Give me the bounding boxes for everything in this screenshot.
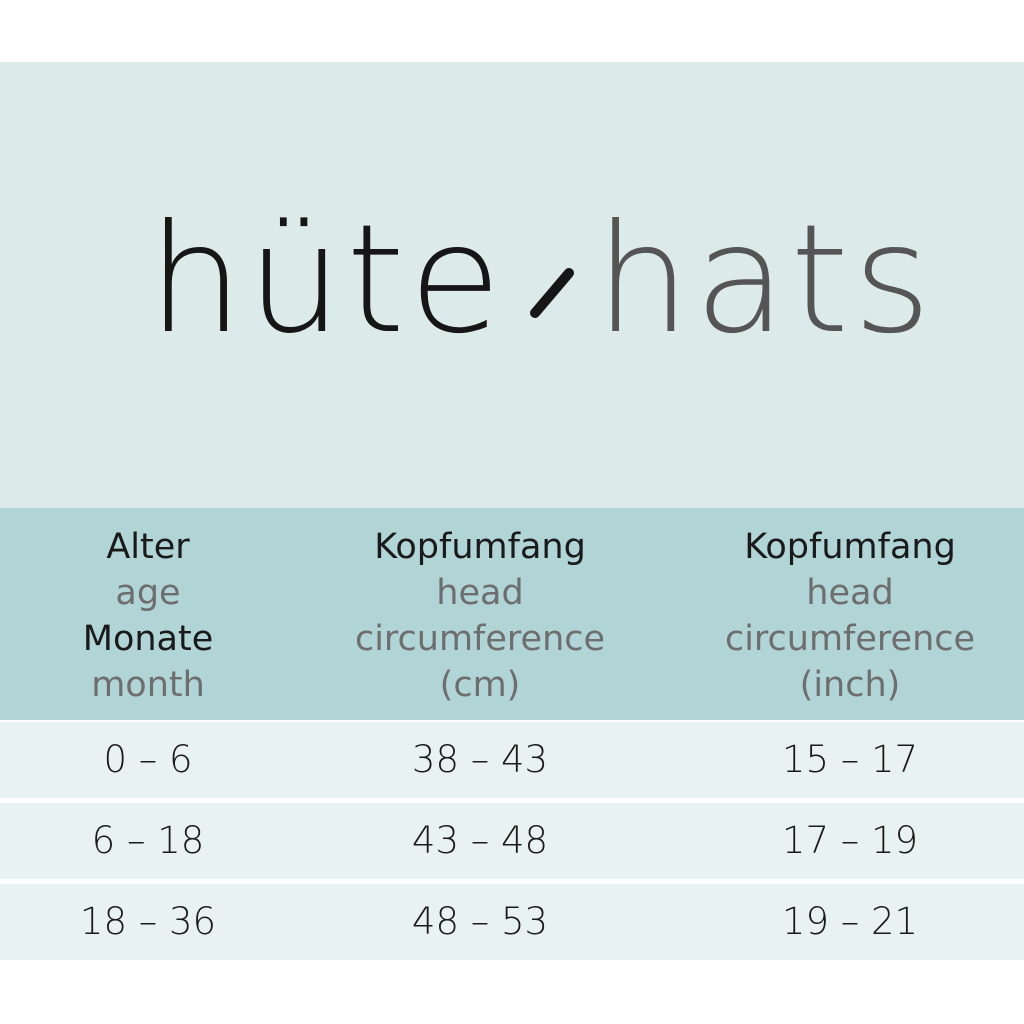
cell-age: 0 – 6 [103, 738, 193, 781]
cell-cm: 48 – 53 [411, 900, 549, 943]
header-head-inch [690, 524, 1010, 708]
header-inch-unit: (inch) [799, 665, 901, 705]
header-cm-de: Kopfumfang [374, 527, 586, 567]
cell-inch: 17 – 19 [781, 819, 919, 862]
header-age [48, 524, 248, 708]
page-title [148, 190, 935, 370]
table-row [0, 884, 1024, 960]
header-month-en: month [91, 665, 205, 705]
cell-cm: 38 – 43 [411, 738, 549, 781]
title-english: hats [595, 193, 936, 367]
header-head-cm [320, 524, 640, 708]
cell-age: 6 – 18 [91, 819, 205, 862]
header-age-de: Alter [106, 527, 190, 567]
header-month-de: Monate [82, 619, 214, 659]
cell-inch: 15 – 17 [781, 738, 919, 781]
title-german: hüte [148, 193, 506, 367]
table-header [0, 508, 1024, 720]
header-age-en: age [115, 573, 181, 613]
header-cm-en1: head [436, 573, 524, 613]
cell-age: 18 – 36 [79, 900, 217, 943]
header-cm-en2: circumference [354, 619, 606, 659]
title-separator [505, 221, 595, 331]
header-cm-unit: (cm) [439, 665, 521, 705]
cell-inch: 19 – 21 [781, 900, 919, 943]
header-inch-en2: circumference [724, 619, 976, 659]
header-inch-en1: head [806, 573, 894, 613]
table-row [0, 803, 1024, 879]
cell-cm: 43 – 48 [411, 819, 549, 862]
header-inch-de: Kopfumfang [744, 527, 956, 567]
table-row [0, 722, 1024, 798]
